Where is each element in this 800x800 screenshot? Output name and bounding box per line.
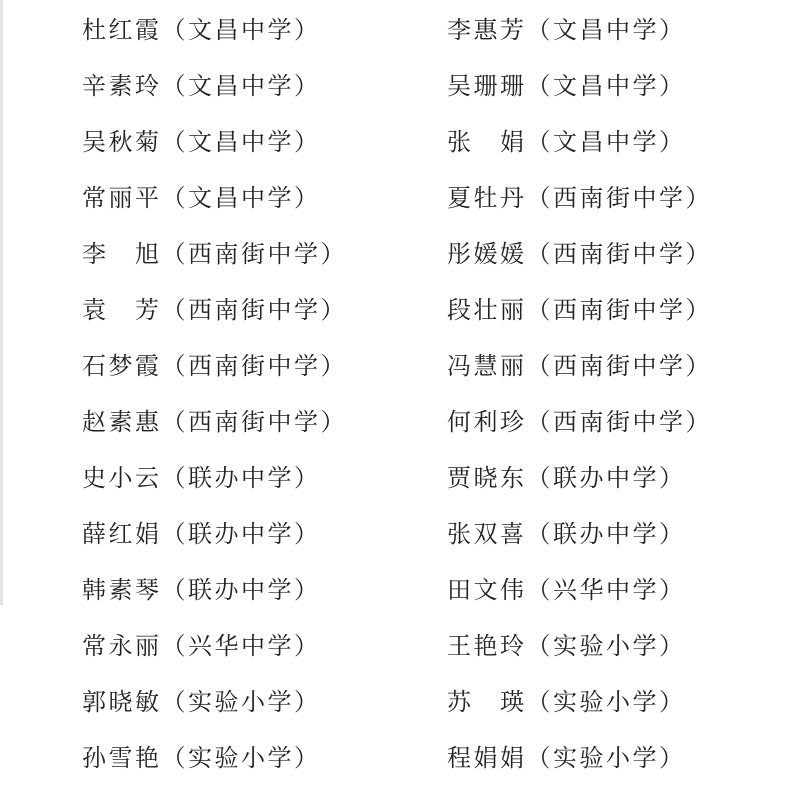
name-entry: 程娟娟（实验小学） — [447, 744, 686, 772]
name-entry: 吴秋菊（文昌中学） — [82, 128, 321, 156]
name-entry: 孙雪艳（实验小学） — [82, 744, 321, 772]
name-entry: 常丽平（文昌中学） — [82, 184, 321, 212]
name-entry: 段壮丽（西南街中学） — [447, 296, 712, 324]
name-entry: 张 娟（文昌中学） — [447, 128, 686, 156]
name-entry: 韩素琴（联办中学） — [82, 576, 321, 604]
name-entry: 冯慧丽（西南街中学） — [447, 352, 712, 380]
name-entry: 苏 瑛（实验小学） — [447, 688, 686, 716]
name-entry: 辛素玲（文昌中学） — [82, 72, 321, 100]
name-entry: 常永丽（兴华中学） — [82, 632, 321, 660]
name-entry: 田文伟（兴华中学） — [447, 576, 686, 604]
name-entry: 石梦霞（西南街中学） — [82, 352, 347, 380]
page-edge-divider — [0, 0, 3, 605]
name-entry: 李惠芳（文昌中学） — [447, 16, 686, 44]
name-entry: 夏牡丹（西南街中学） — [447, 184, 712, 212]
name-entry: 赵素惠（西南街中学） — [82, 408, 347, 436]
name-entry: 张双喜（联办中学） — [447, 520, 686, 548]
name-entry: 杜红霞（文昌中学） — [82, 16, 321, 44]
name-entry: 郭晓敏（实验小学） — [82, 688, 321, 716]
name-entry: 贾晓东（联办中学） — [447, 464, 686, 492]
name-entry: 李 旭（西南街中学） — [82, 240, 347, 268]
name-entry: 史小云（联办中学） — [82, 464, 321, 492]
name-entry: 吴珊珊（文昌中学） — [447, 72, 686, 100]
name-entry: 彤媛媛（西南街中学） — [447, 240, 712, 268]
name-entry: 何利珍（西南街中学） — [447, 408, 712, 436]
name-entry: 袁 芳（西南街中学） — [82, 296, 347, 324]
name-entry: 王艳玲（实验小学） — [447, 632, 686, 660]
name-entry: 薛红娟（联办中学） — [82, 520, 321, 548]
